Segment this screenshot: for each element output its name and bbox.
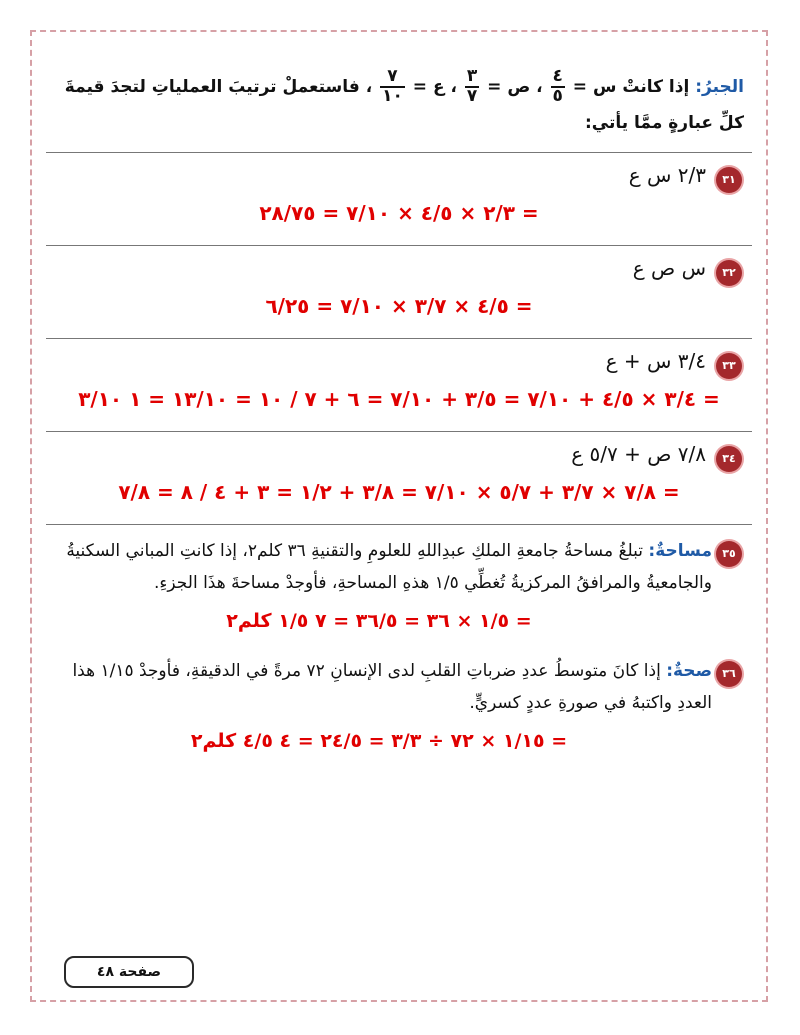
problem-expression: ٧/٨ ص + ٥/٧ ع bbox=[571, 441, 706, 466]
y-numerator: ٣ bbox=[466, 66, 478, 86]
problem-number-badge: ٣٦ bbox=[716, 661, 742, 687]
word-problem-text bbox=[46, 655, 712, 719]
y-lead: ، ص = bbox=[481, 76, 543, 97]
x-numerator: ٤ bbox=[552, 66, 563, 86]
x-fraction bbox=[551, 68, 565, 106]
y-fraction bbox=[465, 68, 479, 106]
word-problem-text bbox=[46, 535, 712, 599]
algebra-label: الجبرُ: bbox=[695, 76, 744, 97]
word-problem-35 bbox=[46, 535, 752, 637]
intro-paragraph bbox=[46, 68, 744, 140]
problem-expression: ٢/٣ س ع bbox=[628, 162, 706, 187]
word-problem-36 bbox=[46, 655, 752, 757]
problem-32 bbox=[46, 246, 752, 339]
page-number-button[interactable]: صفحة ٤٨ bbox=[64, 956, 194, 988]
problem-expression: ٣/٤ س + ع bbox=[605, 348, 706, 373]
x-denominator: ٥ bbox=[552, 85, 563, 106]
word-problem-body: إذا كانَ متوسطُ عددِ ضرباتِ القلبِ لدى الإنسانِ ٧٢ مرةً في الدقيقةِ، فأوجدْ ١/١٥ هذا العددِ واكتبهُ في صورةِ عددٍ كسريٍّ. bbox=[72, 660, 712, 713]
problem-solution: = ٣/٤ × ٤/٥ + ٧/١٠ = ٣/٥ + ٧/١٠ = ٦ + ٧ / ١٠ = ١٣/١٠ = ١ ٣/١٠ bbox=[78, 386, 720, 411]
problem-list bbox=[46, 152, 752, 525]
problem-31 bbox=[46, 153, 752, 246]
word-problem-solution: = ١/٥ × ٣٦ = ٣٦/٥ = ٧ ١/٥ كلم٢ bbox=[226, 609, 532, 632]
word-problem-solution: = ١/١٥ × ٧٢ ÷ ٣/٣ = ٢٤/٥ = ٤ ٤/٥ كلم٢ bbox=[190, 729, 568, 752]
health-label: صحةٌ: bbox=[666, 660, 712, 681]
problem-number-badge: ٣٥ bbox=[716, 541, 742, 567]
problem-solution: = ٢/٣ × ٤/٥ × ٧/١٠ = ٢٨/٧٥ bbox=[259, 200, 539, 225]
area-label: مساحةٌ: bbox=[648, 540, 712, 561]
problem-number-badge: ٣١ bbox=[716, 167, 742, 193]
problem-33 bbox=[46, 339, 752, 432]
problem-number-badge: ٣٣ bbox=[716, 353, 742, 379]
problem-expression: س ص ع bbox=[632, 255, 706, 280]
problem-solution: = ٧/٨ × ٣/٧ + ٥/٧ × ٧/١٠ = ٣/٨ + ١/٢ = ٣ + ٤ / ٨ = ٧/٨ bbox=[118, 479, 680, 504]
problem-34 bbox=[46, 432, 752, 525]
intro-lead: إذا كانتْ س = bbox=[566, 76, 690, 97]
word-problem-body: تبلغُ مساحةُ جامعةِ الملكِ عبدِاللهِ للعلومِ والتقنيةِ ٣٦ كلم٢، إذا كانتِ المباني السكنيةُ والجامعيةُ والمرافقُ المركزيةُ تُغطِّي ١/٥ هذهِ المساحةِ، فأوجدْ مساحةَ هذَا الجزءِ. bbox=[66, 540, 712, 593]
problem-solution: = ٤/٥ × ٣/٧ × ٧/١٠ = ٦/٢٥ bbox=[265, 293, 533, 318]
z-numerator: ٧ bbox=[380, 68, 405, 88]
y-denominator: ٧ bbox=[466, 85, 478, 106]
problem-number-badge: ٣٤ bbox=[716, 446, 742, 472]
z-fraction bbox=[380, 68, 405, 106]
worksheet-content bbox=[46, 68, 752, 757]
z-lead: ، ع = bbox=[406, 76, 457, 97]
problem-number-badge: ٣٢ bbox=[716, 260, 742, 286]
intro-tail: ، فاستعملْ ترتيبَ العملياتِ لتجدَ قيمةَ كلِّ عبارةٍ ممَّا يأتي: bbox=[64, 76, 744, 133]
z-denominator: ١٠ bbox=[382, 85, 403, 106]
